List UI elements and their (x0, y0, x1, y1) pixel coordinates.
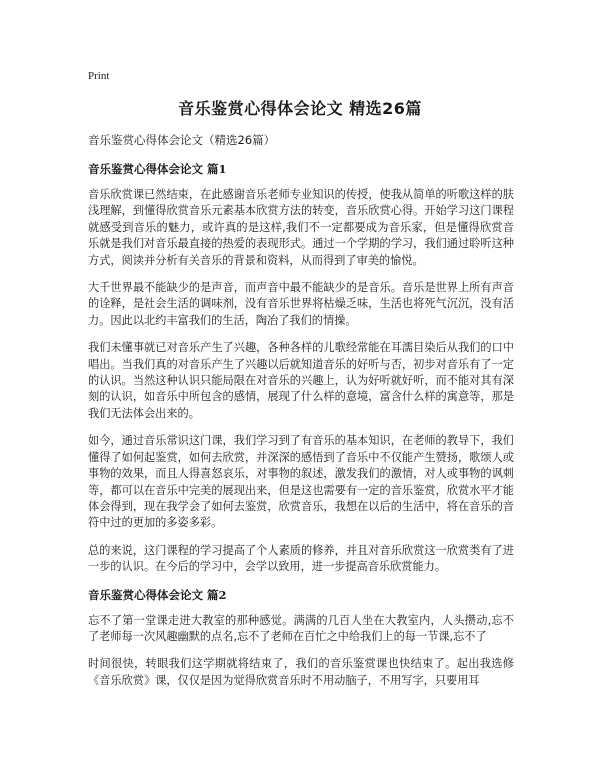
paragraph: 总的来说，这门课程的学习提高了个人素质的修养，并且对音乐欣赏这一欣赏类有了进一步的认识。在今后的学习中，会学以致用，进一步提高音乐欣赏能力。 (88, 543, 514, 574)
paragraph: 时间很快，转眼我们这学期就将结束了，我们的音乐鉴赏课也快结束了。起出我选修《音乐欣赏》课，仅仅是因为觉得欣赏音乐时不用动脑子，不用写字，只要用耳 (88, 657, 514, 687)
print-label: Print (88, 70, 110, 82)
document-body (88, 132, 514, 700)
section-heading: 音乐鉴赏心得体会论文 篇2 (88, 587, 227, 602)
paragraph: 音乐欣赏课已然结束，在此感谢音乐老师专业知识的传授，使我从简单的听歌这样的肤浅理解，到懂得欣赏音乐元素基本欣赏方法的转变，音乐欣赏心得。开始学习这门课程就感受到音乐的魅力，或许真的是这样,我们不一定都要成为音乐家，但是懂得欣赏音乐就是我们对音乐最直接的热爱的表现形式。通过一个学期的学习，我们通过聆听这种方式，阅读并分析有关音乐的背景和资料，从而得到了审美的愉悦。 (88, 188, 514, 267)
section-heading: 音乐鉴赏心得体会论文 篇1 (88, 162, 227, 176)
paragraph: 大千世界最不能缺少的是声音，而声音中最不能缺少的是音乐。音乐是世界上所有声音的诠释，是社会生活的调味剂，没有音乐世界将枯燥乏味，生活也将死气沉沉，没有活力。因此以北约丰富我们的生活，陶冶了我们的情操。 (88, 281, 514, 327)
section-2 (88, 587, 514, 690)
paragraph: 如今，通过音乐常识这门课，我们学习到了有音乐的基本知识，在老师的教导下，我们懂得了如何起鉴赏，如何去欣赏，并深深的感悟到了音乐中不仅能产生赞扬，歌颂人或事物的效果，而且人得喜怒哀乐，对事物的叙述，激发我们的激情，对人或事物的讽刺等，都可以在音乐中完美的展现出来，但是这也需要有一定的音乐鉴赏，欣赏水平才能体会得到，现在我学会了如何去鉴赏，欣赏音乐，我想在以后的生活中，将在音乐的音符中过的更加的多姿多彩。 (88, 434, 514, 530)
paragraph: 我们未懂事就已对音乐产生了兴趣，各种各样的儿歌经常能在耳濡目染后从我们的口中唱出。当我们真的对音乐产生了兴趣以后就知道音乐的好听与否，初步对音乐有了一定的认识。当然这种认识只能局限在对音乐的兴趣上，认为好听就好听，而不能对其有深刻的认识，如音乐中所包含的感情，展现了什么样的意境，富含什么样的寓意等，那是我们无法体会出来的。 (88, 341, 514, 420)
section-1 (88, 161, 514, 576)
paragraph: 忘不了第一堂课走进大教室的那种感觉。满满的几百人坐在大教室内，人头攒动,忘不了老师每一次风趣幽默的点名,忘不了老师在百忙之中给我们上的每一节课,忘不了 (88, 613, 514, 643)
document-subtitle: 音乐鉴赏心得体会论文（精选26篇） (88, 133, 276, 147)
page-title: 音乐鉴赏心得体会论文 精选26篇 (178, 99, 422, 118)
